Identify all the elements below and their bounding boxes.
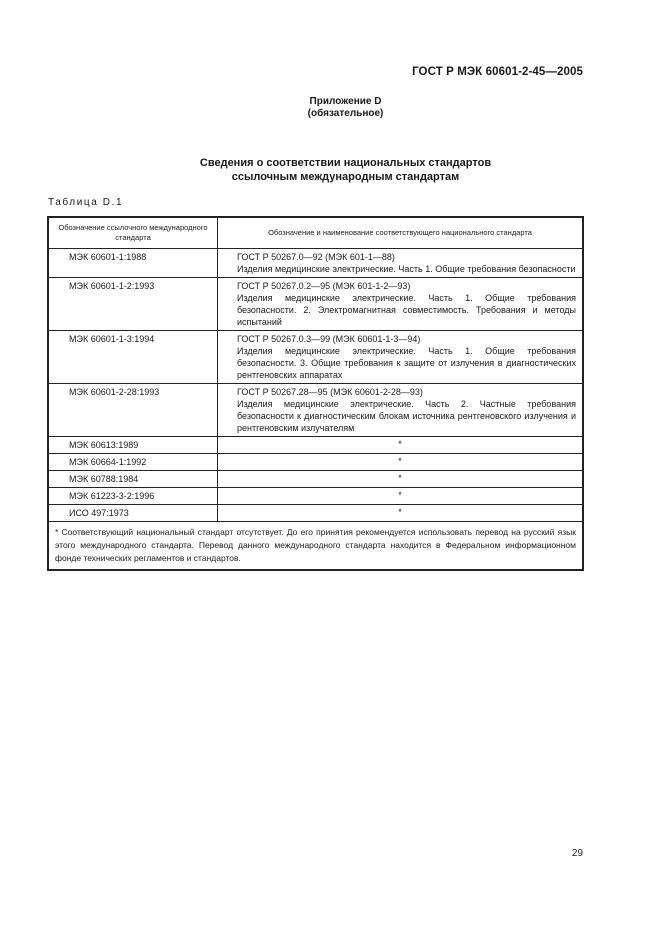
- correspondence-table: [47, 216, 584, 571]
- section-title: [0, 156, 661, 184]
- intl-standard-cell: МЭК 60601-1-2:1993: [48, 278, 218, 331]
- national-standard-cell: [218, 249, 584, 278]
- section-title-line2: ссылочным международным стандартам: [231, 171, 460, 183]
- national-standard-title: Изделия медицинские электрические. Часть 1. Общие требования безопасности. 2. Электромагнитная совместимость. Требования и методы испытаний: [237, 293, 576, 327]
- table-row: [48, 331, 583, 384]
- intl-standard-cell: МЭК 60601-1:1988: [48, 249, 218, 278]
- document-code: ГОСТ Р МЭК 60601-2-45—2005: [412, 66, 583, 78]
- intl-standard-cell: МЭК 61223-3-2:1996: [48, 488, 218, 505]
- page-number: 29: [571, 848, 583, 859]
- intl-standard-cell: МЭК 60601-2-28:1993: [48, 384, 218, 437]
- annex-status: (обязательное): [307, 108, 384, 119]
- national-standard-title: Изделия медицинские электрические. Часть 1. Общие требования безопасности. 3. Общие требования к защите от излучения в диагностических рентгеновских аппаратах: [237, 346, 576, 380]
- table-row: [48, 454, 583, 471]
- national-standard-cell: [218, 278, 584, 331]
- national-standard-code: ГОСТ Р 50267.0.3—99 (МЭК 60601-1-3—94): [237, 334, 421, 344]
- annex-heading: [0, 96, 661, 120]
- national-standard-code: ГОСТ Р 50267.0—92 (МЭК 601-1—88): [237, 252, 395, 262]
- national-standard-cell: [218, 384, 584, 437]
- intl-standard-cell: МЭК 60601-1-3:1994: [48, 331, 218, 384]
- national-standard-absent-mark: *: [218, 488, 584, 505]
- table-header-row: [48, 217, 583, 249]
- national-standard-title: Изделия медицинские электрические. Часть 2. Частные требования безопасности к диагностическим блокам источника рентгеновского излучения и рентгеновским излучателям: [237, 399, 576, 433]
- national-standard-absent-mark: *: [218, 437, 584, 454]
- table-footnote: * Соответствующий национальный стандарт отсутствует. До его принятия рекомендуется использовать перевод на русский язык этого международного стандарта. Перевод данного международного стандарта находится в Федеральном информационном фонде технических регламентов и стандартов.: [48, 522, 583, 571]
- table-row: [48, 437, 583, 454]
- table-caption: Таблица D.1: [48, 197, 124, 208]
- section-title-line1: Сведения о соответствии национальных стандартов: [199, 157, 492, 169]
- national-standard-absent-mark: *: [218, 471, 584, 488]
- national-standard-code: ГОСТ Р 50267.0.2—95 (МЭК 601-1-2—93): [237, 281, 411, 291]
- table-row: [48, 505, 583, 522]
- national-standard-absent-mark: *: [218, 505, 584, 522]
- table-row: [48, 278, 583, 331]
- intl-standard-cell: МЭК 60788:1984: [48, 471, 218, 488]
- header-national-standard: Обозначение и наименование соответствующего национального стандарта: [218, 217, 584, 249]
- table-footnote-row: [48, 522, 583, 571]
- national-standard-absent-mark: *: [218, 454, 584, 471]
- annex-title: Приложение D: [309, 96, 382, 107]
- table-row: [48, 471, 583, 488]
- table-row: [48, 249, 583, 278]
- header-intl-standard: Обозначение ссылочного международного стандарта: [48, 217, 218, 249]
- national-standard-cell: [218, 331, 584, 384]
- table-row: [48, 384, 583, 437]
- intl-standard-cell: МЭК 60613:1989: [48, 437, 218, 454]
- table-row: [48, 488, 583, 505]
- intl-standard-cell: ИСО 497:1973: [48, 505, 218, 522]
- intl-standard-cell: МЭК 60664-1:1992: [48, 454, 218, 471]
- national-standard-code: ГОСТ Р 50267.28—95 (МЭК 60601-2-28—93): [237, 387, 423, 397]
- national-standard-title: Изделия медицинские электрические. Часть 1. Общие требования безопасности: [237, 264, 576, 274]
